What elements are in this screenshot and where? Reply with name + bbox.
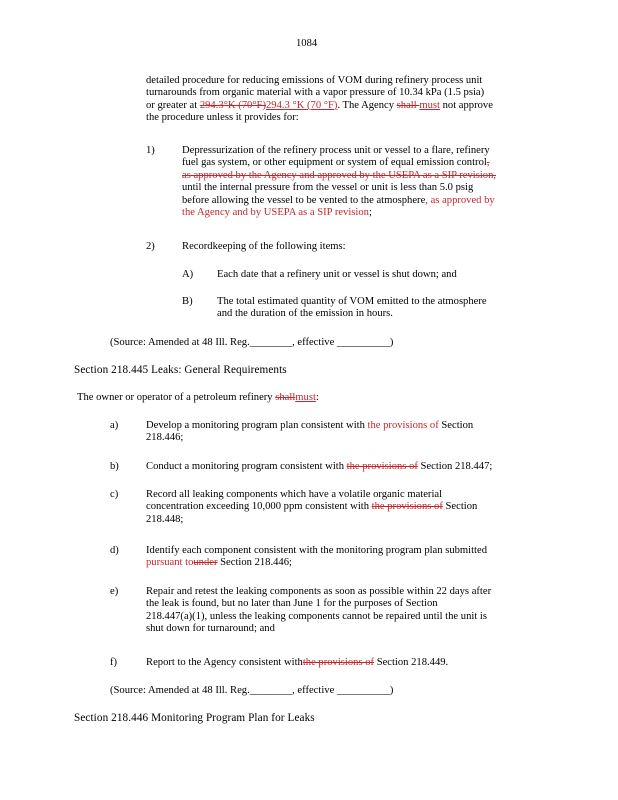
deleted-text: the provisions of [371, 501, 443, 513]
req-number: a) [110, 420, 119, 431]
item-line [182, 207, 562, 219]
text-run: Section 218.447; [417, 461, 493, 472]
item-line: Depressurization of the refinery process unit or vessel to a flare, refinery [182, 145, 490, 156]
req-number: c) [110, 489, 119, 500]
text-run: Section [438, 420, 474, 431]
req-number: d) [110, 545, 119, 556]
text-run: : [315, 392, 319, 403]
subitem-b-text [217, 296, 487, 321]
item-line: The total estimated quantity of VOM emitted to the atmosphere [217, 296, 487, 307]
intro-line: the procedure unless it provides for: [146, 112, 299, 124]
text-run: Report to the Agency consistent with [146, 657, 303, 668]
text-run: or greater at [146, 99, 200, 111]
req-number: b) [110, 461, 119, 472]
section-heading: Section 218.446 Monitoring Program Plan for Leaks [74, 712, 315, 724]
inserted-text: the Agency and by USEPA as a SIP revision [182, 207, 369, 219]
item-2-text: Recordkeeping of the following items: [182, 241, 346, 252]
item-number: 2) [146, 241, 155, 252]
inserted-text: the provisions of [367, 420, 439, 431]
text-run: Section 218.449. [374, 657, 449, 668]
inserted-text: pursuant to [146, 557, 194, 569]
text-run: Conduct a monitoring program consistent with [146, 461, 347, 472]
subitem-number: B) [182, 296, 193, 307]
intro-paragraph [146, 75, 566, 125]
req-a-text [146, 420, 566, 445]
intro-line: turnarounds from organic material with a vapor pressure of 10.34 kPa (1.5 psia) [146, 87, 485, 99]
section-heading: Section 218.445 Leaks: General Requirements [74, 364, 287, 376]
item-line: until the internal pressure from the vessel or unit is less than 5.0 psig [182, 182, 474, 194]
deleted-text: shall [275, 392, 296, 403]
item-line: 218.446; [146, 432, 184, 444]
text-run: Section 218.446; [217, 557, 292, 569]
item-line: shut down for turnaround; and [146, 623, 275, 635]
source-note: (Source: Amended at 48 Ill. Reg.________, effective __________) [110, 337, 394, 348]
deleted-text: 294.3°K (70°F) [199, 99, 266, 111]
text-run: fuel gas system, or other equipment or system of equal emission control [182, 157, 487, 169]
inserted-text: 294.3 °K (70 °F) [265, 99, 338, 111]
text-run: before allowing the vessel to be vented to the atmosphere [182, 194, 426, 206]
source-note: (Source: Amended at 48 Ill. Reg.________, effective __________) [110, 685, 394, 696]
req-number: e) [110, 586, 119, 597]
inserted-text: must [295, 392, 316, 403]
req-f-text [146, 657, 448, 669]
inserted-text: , as approved by [425, 194, 495, 206]
item-line: 218.447(a)(1), unless the leaking components cannot be repaired until the unit is [146, 610, 487, 622]
item-line [182, 195, 562, 207]
text-run: ; [368, 207, 372, 219]
owner-sentence [77, 392, 319, 404]
item-line [182, 157, 562, 169]
deleted-text: as approved by the Agency and approved by the USEPA as a SIP revision, [182, 169, 497, 181]
req-b-text [146, 461, 492, 473]
deleted-text: the provisions of [302, 657, 375, 668]
item-line: and the duration of the emission in hours. [217, 308, 393, 320]
deleted-text: under [193, 557, 218, 569]
text-run: Develop a monitoring program plan consistent with [146, 420, 368, 431]
text-run: Section [442, 501, 478, 513]
req-d-text [146, 545, 566, 570]
item-line: Identify each component consistent with the monitoring program plan submitted [146, 545, 487, 556]
item-line: Record all leaking components which have a volatile organic material [146, 489, 443, 500]
item-line [146, 420, 566, 432]
text-run: concentration exceeding 10,000 ppm consistent with [146, 501, 372, 513]
subitem-number: A) [182, 269, 194, 280]
item-line: the leak is found, but no later than June 1 for the purposes of Section [146, 598, 438, 610]
intro-line: detailed procedure for reducing emissions of VOM during refinery process unit [146, 75, 483, 86]
item-line: Repair and retest the leaking components as soon as possible within 22 days after [146, 586, 492, 597]
deleted-text: the provisions of [346, 461, 418, 472]
item-line [146, 501, 566, 513]
item-line: 218.448; [146, 513, 184, 525]
intro-line [146, 100, 566, 112]
inserted-text: must [419, 99, 440, 111]
req-e-text [146, 586, 566, 636]
page-number: 1084 [296, 38, 318, 49]
subitem-a-text: Each date that a refinery unit or vessel is shut down; and [217, 269, 457, 280]
text-run: The owner or operator of a petroleum refinery [77, 392, 276, 403]
item-line [146, 557, 566, 569]
text-run: . The Agency [337, 99, 397, 111]
item-1-text [182, 145, 562, 219]
item-number: 1) [146, 145, 155, 156]
deleted-text: shall [396, 99, 420, 111]
req-c-text [146, 489, 566, 526]
text-run: not approve [439, 99, 493, 111]
req-number: f) [110, 657, 118, 668]
deleted-text: , [486, 157, 490, 169]
